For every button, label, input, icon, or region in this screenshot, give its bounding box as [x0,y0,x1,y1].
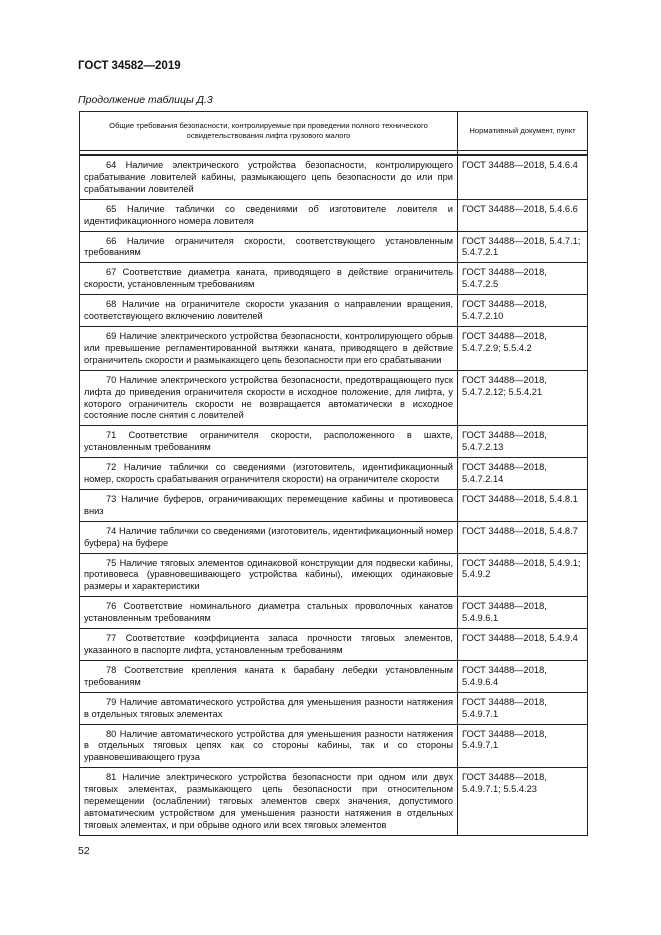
normative-document-cell: ГОСТ 34488—2018, 5.4.7.2.13 [458,426,588,458]
requirement-cell: 80 Наличие автоматического устройства для уменьшения разности натяжения в отдельных тяговых цепях как со стороны кабины, так и со стороны уравновешивающего груза [80,724,458,768]
requirement-cell: 76 Соответствие номинального диаметра стальных проволочных канатов установленным требованиям [80,597,458,629]
normative-document-cell: ГОСТ 34488—2018, 5.4.7.2.12; 5.5.4.21 [458,370,588,426]
table-row [80,553,588,597]
requirement-cell: 72 Наличие таблички со сведениями (изготовитель, идентификационный номер, скорость срабатывания ограничителя скорости) на ограничителе скорости [80,458,458,490]
table-row [80,489,588,521]
header-normative-document: Нормативный документ, пункт [458,112,588,151]
table-row [80,426,588,458]
table-row [80,692,588,724]
table-row [80,629,588,661]
table-row [80,326,588,370]
table-row [80,231,588,263]
normative-document-cell: ГОСТ 34488—2018, 5.4.9.6.1 [458,597,588,629]
requirement-cell: 71 Соответствие ограничителя скорости, расположенного в шахте, установленным требованиям [80,426,458,458]
table-caption: Продолжение таблицы Д.3 [78,94,213,106]
table-row [80,263,588,295]
requirement-cell: 66 Наличие ограничителя скорости, соответствующего установленным требованиям [80,231,458,263]
requirement-cell: 67 Соответствие диаметра каната, приводящего в действие ограничитель скорости, установленным требованиям [80,263,458,295]
requirements-table [79,111,588,836]
standard-designation: ГОСТ 34582—2019 [78,60,181,72]
table-body [80,155,588,835]
requirement-cell: 68 Наличие на ограничителе скорости указания о направлении вращения, соответствующего включению ловителей [80,295,458,327]
requirement-cell: 78 Соответствие крепления каната к барабану лебедки установленным требованиям [80,660,458,692]
normative-document-cell: ГОСТ 34488—2018, 5.4.9.4 [458,629,588,661]
header-requirements: Общие требования безопасности, контролируемые при проведении полного технического освидетельствования лифта грузового малого [80,112,458,151]
normative-document-cell: ГОСТ 34488—2018, 5.4.7.1; 5.4.7.2.1 [458,231,588,263]
normative-document-cell: ГОСТ 34488—2018, 5.4.7.2.5 [458,263,588,295]
normative-document-cell: ГОСТ 34488—2018, 5.4.7.2.14 [458,458,588,490]
normative-document-cell: ГОСТ 34488—2018, 5.4.7.2.9; 5.5.4.2 [458,326,588,370]
requirement-cell: 74 Наличие таблички со сведениями (изготовитель, идентификационный номер буфера) на буфере [80,521,458,553]
table-row [80,458,588,490]
normative-document-cell: ГОСТ 34488—2018, 5.4.9.6.4 [458,660,588,692]
requirement-cell: 73 Наличие буферов, ограничивающих перемещение кабины и противовеса вниз [80,489,458,521]
table-row [80,660,588,692]
requirement-cell: 75 Наличие тяговых элементов одинаковой конструкции для подвески кабины, противовеса (уравновешивающего устройства кабины), имеющих одинаковые размеры и характеристики [80,553,458,597]
table-row [80,521,588,553]
table-row [80,724,588,768]
normative-document-cell: ГОСТ 34488—2018, 5.4.8.1 [458,489,588,521]
table-row [80,768,588,836]
requirement-cell: 64 Наличие электрического устройства безопасности, контролирующего срабатывание ловителей кабины, размыкающего цепь безопасности до или при срабатывании ловителей [80,155,458,199]
requirement-cell: 79 Наличие автоматического устройства для уменьшения разности натяжения в отдельных тяговых элементах [80,692,458,724]
table-header-row [80,112,588,151]
normative-document-cell: ГОСТ 34488—2018, 5.4.9.7.1 [458,692,588,724]
requirement-cell: 77 Соответствие коэффициента запаса прочности тяговых элементов, указанного в паспорте лифта, установленным требованиям [80,629,458,661]
normative-document-cell: ГОСТ 34488—2018, 5.4.7.2.10 [458,295,588,327]
normative-document-cell: ГОСТ 34488—2018, 5.4.9.7.1; 5.5.4.23 [458,768,588,836]
requirement-cell: 70 Наличие электрического устройства безопасности, предотвращающего пуск лифта до приведения ограничителя скорости в исходное положение, для лифта, у которого ограничитель скорости не возвращается автоматически в исходное состояние после снятия с ловителей [80,370,458,426]
table-row [80,597,588,629]
normative-document-cell: ГОСТ 34488—2018, 5.4.6.6 [458,199,588,231]
table-row [80,155,588,199]
normative-document-cell: ГОСТ 34488—2018, 5.4.8.7 [458,521,588,553]
normative-document-cell: ГОСТ 34488—2018, 5.4.9.1; 5.4.9.2 [458,553,588,597]
table-row [80,199,588,231]
table-row [80,370,588,426]
page-number: 52 [78,845,90,857]
requirement-cell: 69 Наличие электрического устройства безопасности, контролирующего обрыв или превышение регламентированной вытяжки каната, приводящего в действие ограничитель скорости и размыкающего цепь безопасности при его срабатывании [80,326,458,370]
requirement-cell: 81 Наличие электрического устройства безопасности при одном или двух тяговых элементах, размыкающего цепь безопасности при относительном перемещении (ослаблении) тяговых элементов сверх значения, допустимого автоматическим устройством для уменьшения разности натяжения в отдельных тяговых элементах, и при обрыве одного или всех тяговых элементов [80,768,458,836]
table-row [80,295,588,327]
requirement-cell: 65 Наличие таблички со сведениями об изготовителе ловителя и идентификационного номера ловителя [80,199,458,231]
normative-document-cell: ГОСТ 34488—2018, 5.4.6.4 [458,155,588,199]
normative-document-cell: ГОСТ 34488—2018, 5.4.9.7.1 [458,724,588,768]
